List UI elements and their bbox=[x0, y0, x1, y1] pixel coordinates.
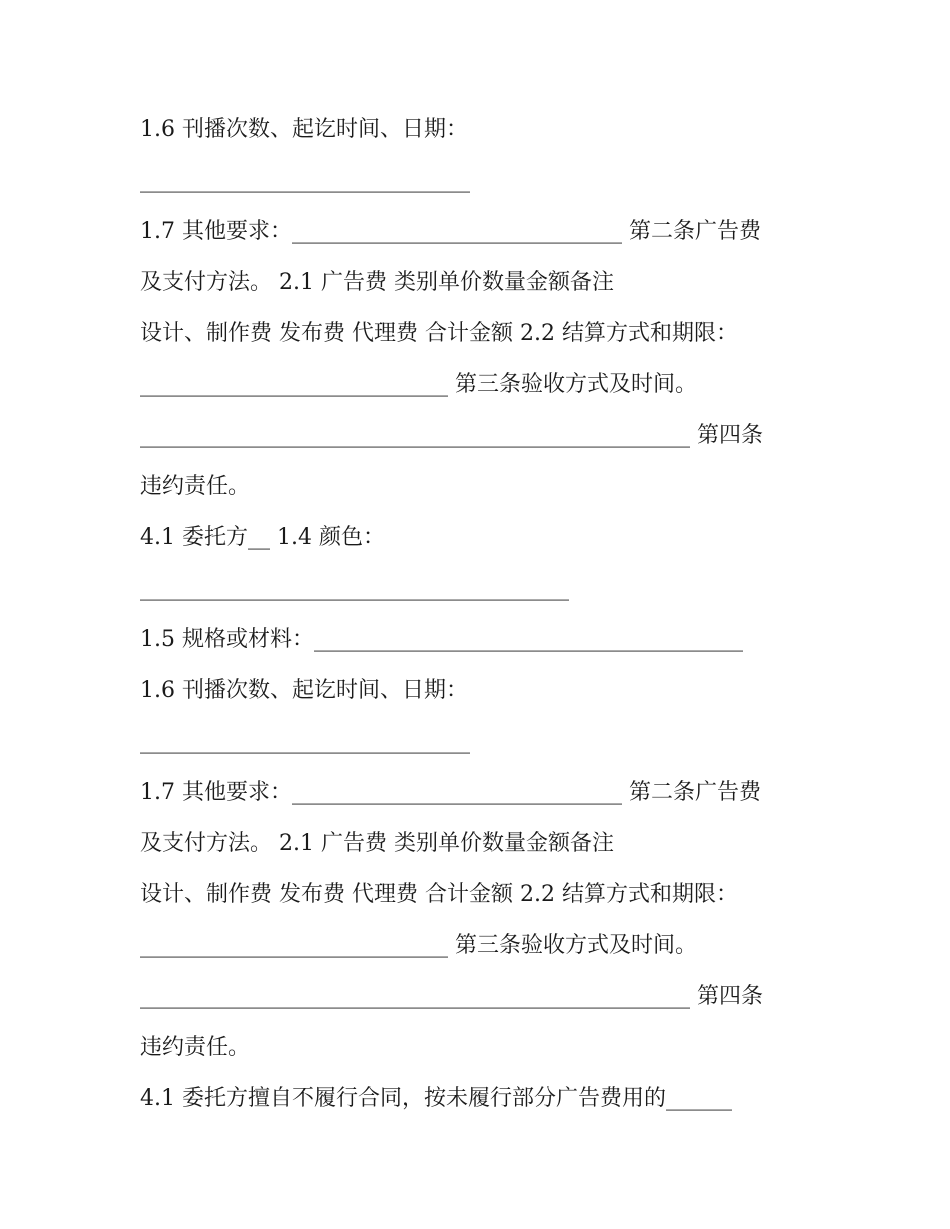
document-line: 4.1 委托方擅自不履行合同，按未履行部分广告费用的______ bbox=[140, 1086, 732, 1111]
document-line: ______________________________ bbox=[140, 168, 470, 193]
document-line: 1.7 其他要求：______________________________ 第二条广告费 bbox=[140, 780, 761, 805]
document-line: ______________________________ bbox=[140, 729, 470, 754]
document-line: 1.6 刊播次数、起讫时间、日期： bbox=[140, 678, 468, 703]
document-line: 违约责任。 bbox=[140, 474, 251, 499]
document-line: 4.1 委托方__ 1.4 颜色： bbox=[140, 525, 385, 550]
document-line: 违约责任。 bbox=[140, 1035, 251, 1060]
document-line: 及支付方法。 2.1 广告费 类别单价数量金额备注 bbox=[140, 831, 614, 856]
document-line: 1.6 刊播次数、起讫时间、日期： bbox=[140, 117, 468, 142]
document-line: 1.5 规格或材料：_______________________________________ bbox=[140, 627, 743, 652]
document-body bbox=[140, 104, 800, 1124]
document-line: ____________________________ 第三条验收方式及时间。 bbox=[140, 372, 697, 397]
document-line: __________________________________________________ 第四条 bbox=[140, 984, 763, 1009]
document-line: 1.7 其他要求：______________________________ 第二条广告费 bbox=[140, 219, 761, 244]
document-line: 设计、制作费 发布费 代理费 合计金额 2.2 结算方式和期限： bbox=[140, 321, 738, 346]
document-line: 及支付方法。 2.1 广告费 类别单价数量金额备注 bbox=[140, 270, 614, 295]
document-line: __________________________________________________ 第四条 bbox=[140, 423, 763, 448]
document-line: ____________________________ 第三条验收方式及时间。 bbox=[140, 933, 697, 958]
document-line: _______________________________________ bbox=[140, 576, 569, 601]
document-line: 设计、制作费 发布费 代理费 合计金额 2.2 结算方式和期限： bbox=[140, 882, 738, 907]
